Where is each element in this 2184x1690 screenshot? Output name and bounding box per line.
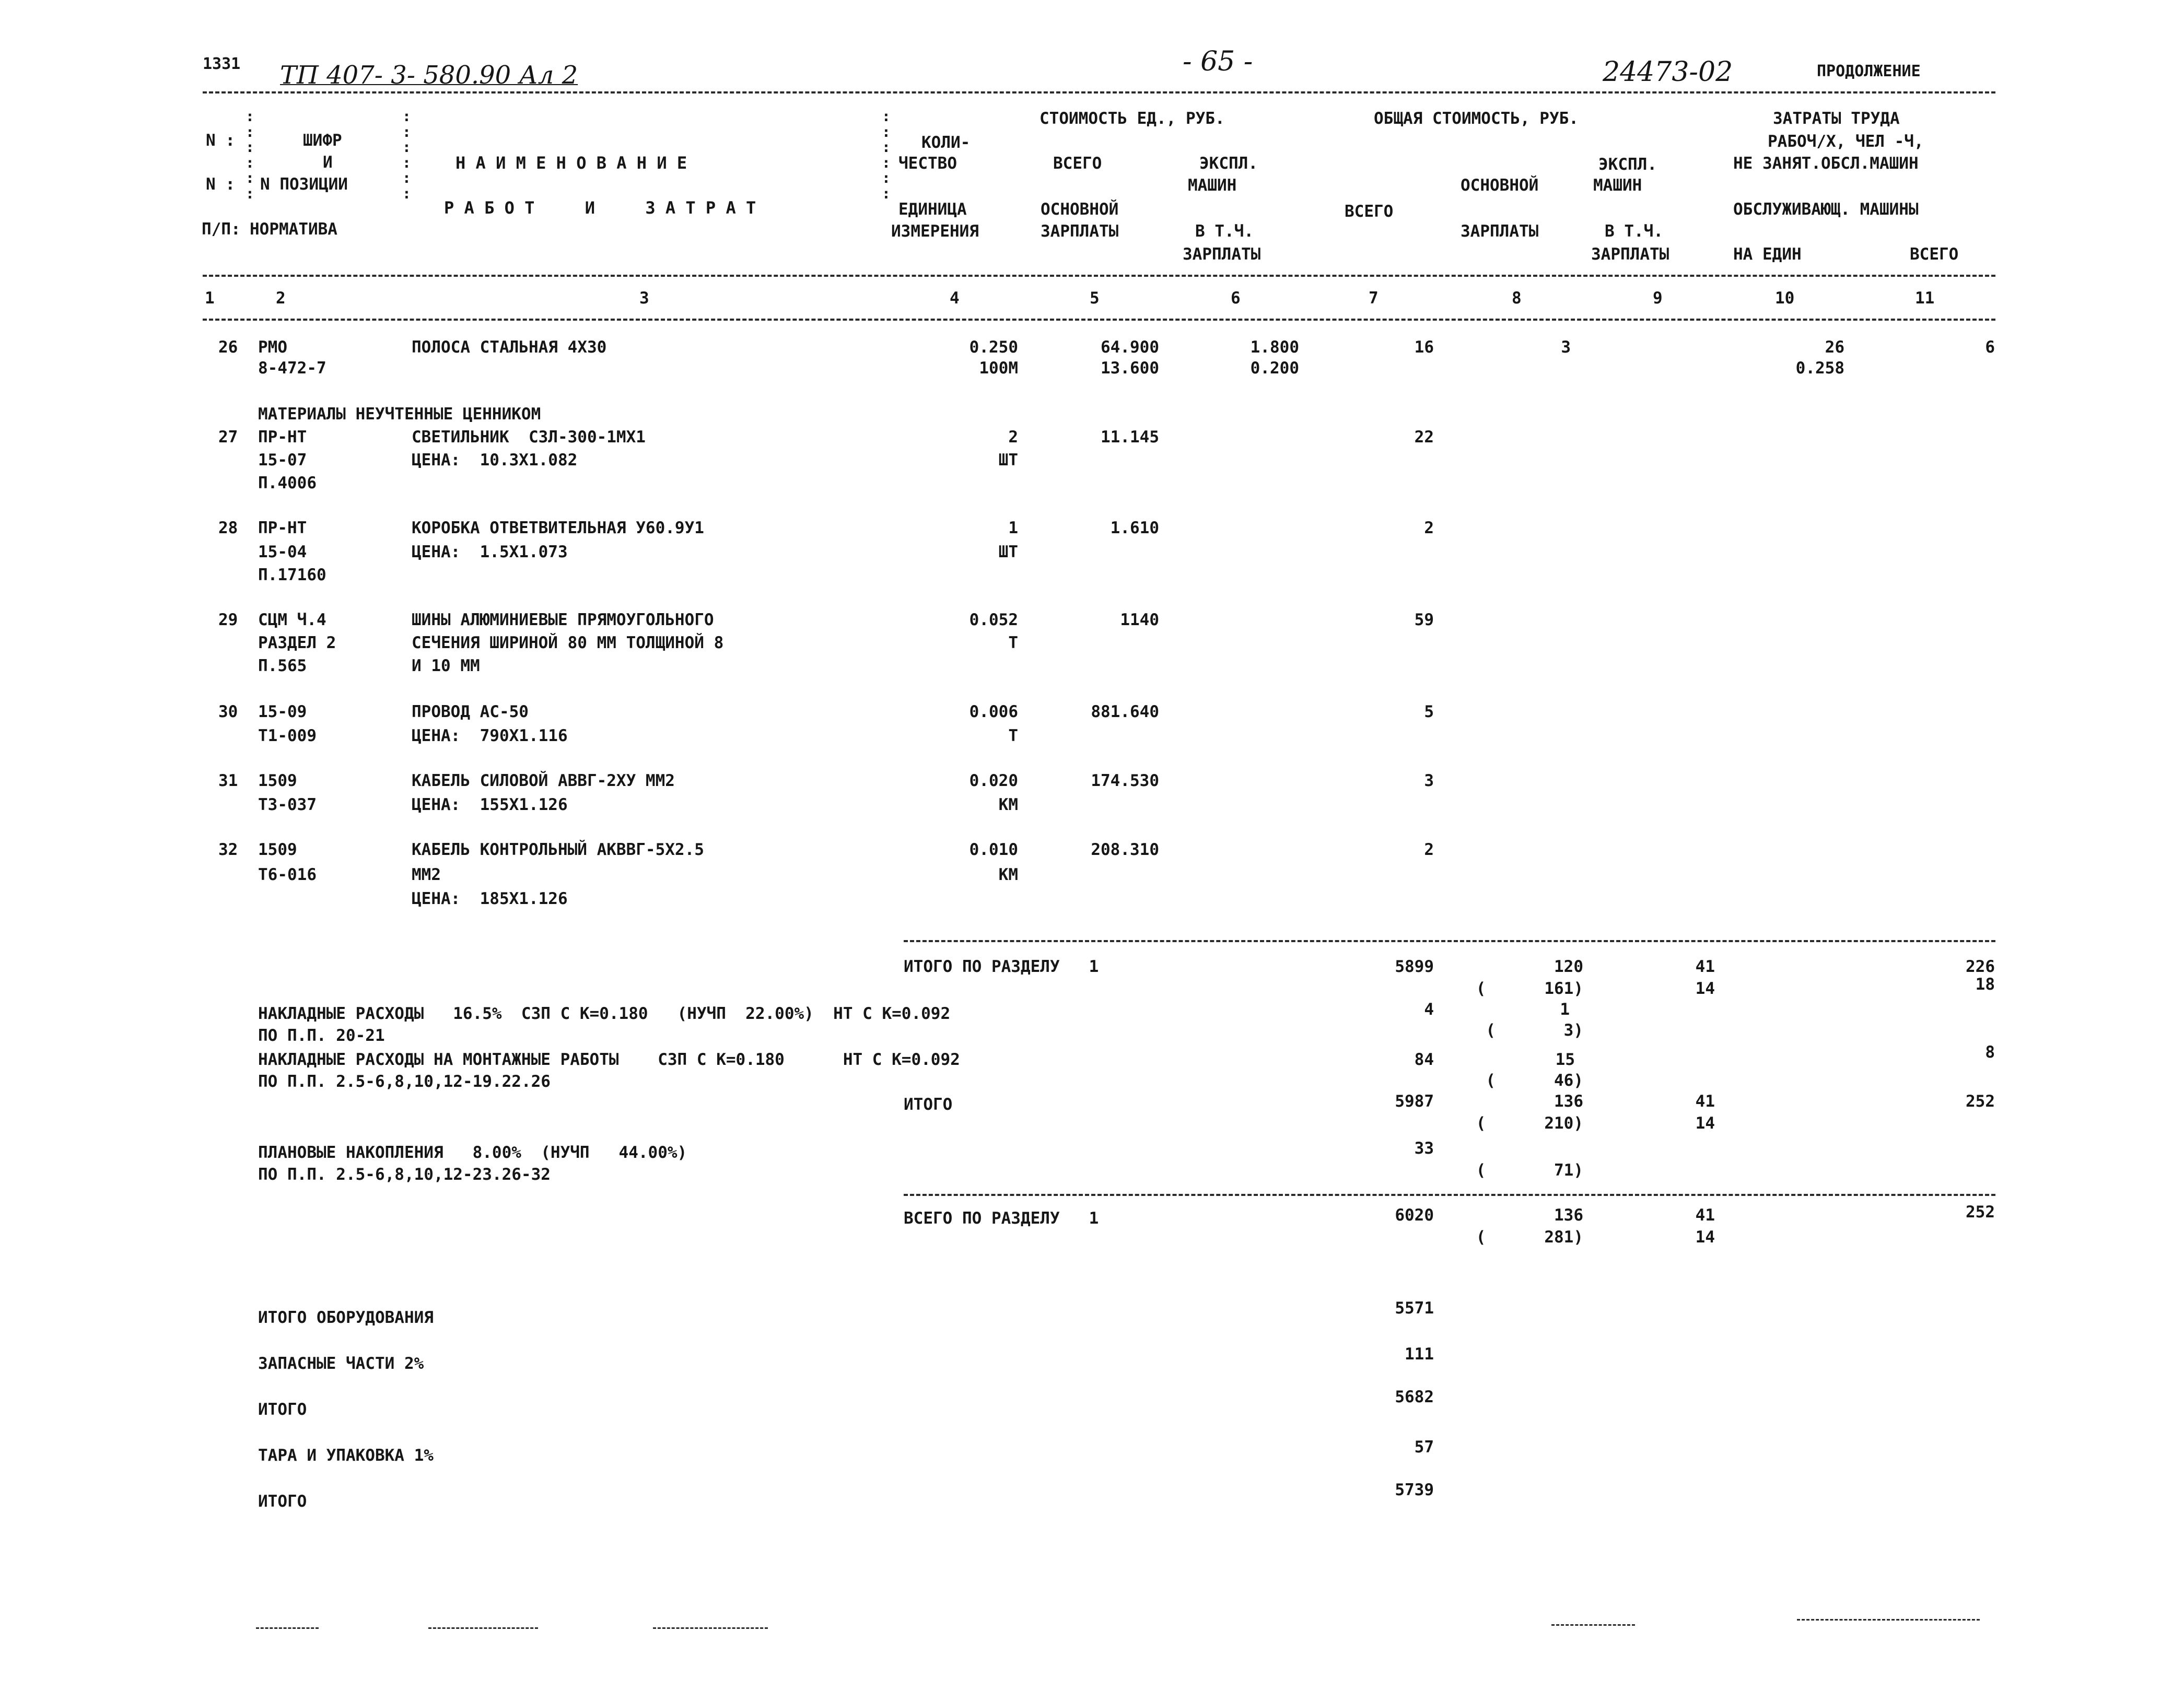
header-rule [203,275,1995,277]
materials-note: МАТЕРИАЛЫ НЕУЧТЕННЫЕ ЦЕННИКОМ [258,405,541,424]
overhead-installation-line: НАКЛАДНЫЕ РАСХОДЫ НА МОНТАЖНЫЕ РАБОТЫ СЗП С К=0.180 НТ С К=0.092 [258,1050,960,1069]
header-col-code: ШИФР [303,131,342,150]
doc-reference: ТП 407- 3- 580.90 Ал 2 [280,61,578,90]
list-item: ИТОГО [258,1400,307,1419]
column-number-row: 1 [205,289,215,308]
row-number: 26 [218,338,238,357]
row-quantity: 0.250 [969,338,1018,357]
doc-code: 1331 [203,55,241,73]
row-name: ПОЛОСА СТАЛЬНАЯ 4Х30 [412,338,607,357]
list-item: ЗАПАСНЫЕ ЧАСТИ 2% [258,1354,424,1373]
header-total-cost: ОБЩАЯ СТОИМОСТЬ, РУБ. [1374,109,1579,128]
row-labor-unit: 26 [1825,338,1844,357]
header-unit-cost: СТОИМОСТЬ ЕД., РУБ. [1040,109,1225,128]
row-unit-total: 64.900 [1101,338,1159,357]
header-col-number: N : [206,131,235,150]
bottom-rule [256,1627,319,1629]
row-code: РМО [258,338,287,357]
summary-rule [904,940,1995,942]
top-rule [203,91,1995,93]
row-wage: 3 [1561,338,1571,357]
section-total-label: ИТОГО ПО РАЗДЕЛУ 1 [904,957,1099,976]
page-number: - 65 - [1183,46,1253,77]
document-page: 1331 ТП 407- 3- 580.90 Ал 2 - 65 - 24473-02 ПРОДОЛЖЕНИЕ : : : : : : : : : : : : : : : : : : N : N : П/П: ШИФР И N ПОЗИЦИИ НОРМАТИВА Н А И М Е Н О В А Н И Е Р А Б О Т И З А Т Р А Т КОЛИ- ЧЕСТВО ЕДИНИЦА ИЗМЕРЕНИЯ СТОИМОСТЬ ЕД., РУБ. ВСЕГО ОСНОВНОЙ ЗАРПЛАТЫ ЭКСПЛ. МАШИН В Т.Ч. ЗАРПЛАТЫ ОБЩАЯ СТОИМОСТЬ, РУБ. ВСЕГО ОСНОВНОЙ ЗАРПЛАТЫ ЭКСПЛ. МАШИН В Т.Ч. ЗАРПЛАТЫ ЗАТРАТЫ ТРУДА РАБОЧ/Х, ЧЕЛ -Ч, НЕ ЗАНЯТ.ОБСЛ.МАШИН ОБСЛУЖИВАЮЩ. МАШИНЫ НА ЕДИН ВСЕГО 1 2 3 4 5 6 7 8 9 10 11 26 РМО 8-472-7 ПОЛОСА СТАЛЬНАЯ 4Х30 0.250 100М 64.900 13.600 1.800 0.200 16 3 26 0.258 6 МАТЕРИАЛЫ НЕУЧТЕННЫЕ ЦЕННИКОМ 27 ПР-НТ 15-07 П.4006 СВЕТИЛЬНИК С3Л-300-1МХ1 ЦЕНА: 10.3Х1.082 2 ШТ 11.145 22 28 ПР-НТ 15-04 П.17160 КОРОБКА ОТВЕТВИТЕЛЬНАЯ У60.9У1 ЦЕНА: 1.5Х1.073 1 ШТ 1.610 2 29 СЦМ Ч.4 РАЗДЕЛ 2 П.565 ШИНЫ АЛЮМИНИЕВЫЕ ПРЯМОУГОЛЬНОГО СЕЧЕНИЯ ШИРИНОЙ 80 ММ ТОЛЩИНОЙ 8 И 10 ММ 0.052 Т 1140 59 30 15-09 Т1-009 ПРОВОД АС-50 ЦЕНА: 790Х1.116 0.006 Т 881.640 5 31 1509 Т3-037 КАБЕЛЬ СИЛОВОЙ АВВГ-2ХУ ММ2 ЦЕНА: 155Х1.126 0.020 КМ 174.530 3 32 1509 Т6-016 КАБЕЛЬ КОНТРОЛЬНЫЙ АКВВГ-5Х2.5 ММ2 ЦЕНА: 185Х1.126 0.010 КМ 208.310 2 ИТОГО ПО РАЗДЕЛУ 1 5899 120 41 226 ( 161) 14 18 НАКЛАДНЫЕ РАСХОДЫ 16.5% СЗП С К=0.180 (НУЧП 22.00%) НТ С К=0.092 ПО П.П. 20-21 4 1 ( 3) НАКЛАДНЫЕ РАСХОДЫ НА МОНТАЖНЫЕ РАБОТЫ СЗП С К=0.180 НТ С К=0.092 ПО П.П. 2.5-6,8,10,12-19.22.26 84 15 ( 46) 8 ИТОГО 5987 136 41 252 ( 210) 14 ПЛАНОВЫЕ НАКОПЛЕНИЯ 8.00% (НУЧП 44.00%) ПО П.П. 2.5-6,8,10,12-23.26-32 33 ( 71) ВСЕГО ПО РАЗДЕЛУ 1 6020 136 41 252 ( 281) 14 ИТОГО ОБОРУДОВАНИЯ 5571 ЗАПАСНЫЕ ЧАСТИ 2% 111 ИТОГО 5682 ТАРА И УПАКОВКА 1% 57 ИТОГО 5739 [0,0,2184,1690]
list-item: ИТОГО [258,1492,307,1511]
header-col-quantity: КОЛИ- [921,133,971,152]
continuation-label: ПРОДОЛЖЕНИЕ [1817,62,1921,80]
grand-total-label: ВСЕГО ПО РАЗДЕЛУ 1 [904,1209,1099,1228]
overhead-line: НАКЛАДНЫЕ РАСХОДЫ 16.5% СЗП С К=0.180 (НУЧП 22.00%) НТ С К=0.092 [258,1004,951,1023]
inventory-number: 24473-02 [1603,56,1733,88]
list-item: ИТОГО ОБОРУДОВАНИЯ [258,1308,434,1327]
list-item: ТАРА И УПАКОВКА 1% [258,1446,434,1465]
subtotal-label: ИТОГО [904,1095,953,1114]
header-col-name: Н А И М Е Н О В А Н И Е [456,153,687,173]
row-unit-mach: 1.800 [1250,338,1299,357]
header-labor: ЗАТРАТЫ ТРУДА [1773,109,1900,128]
row-total: 16 [1414,338,1434,357]
column-separators: : : : : : : [246,108,254,202]
planned-savings-line: ПЛАНОВЫЕ НАКОПЛЕНИЯ 8.00% (НУЧП 44.00%) [258,1143,687,1162]
row-labor-total: 6 [1985,338,1995,357]
